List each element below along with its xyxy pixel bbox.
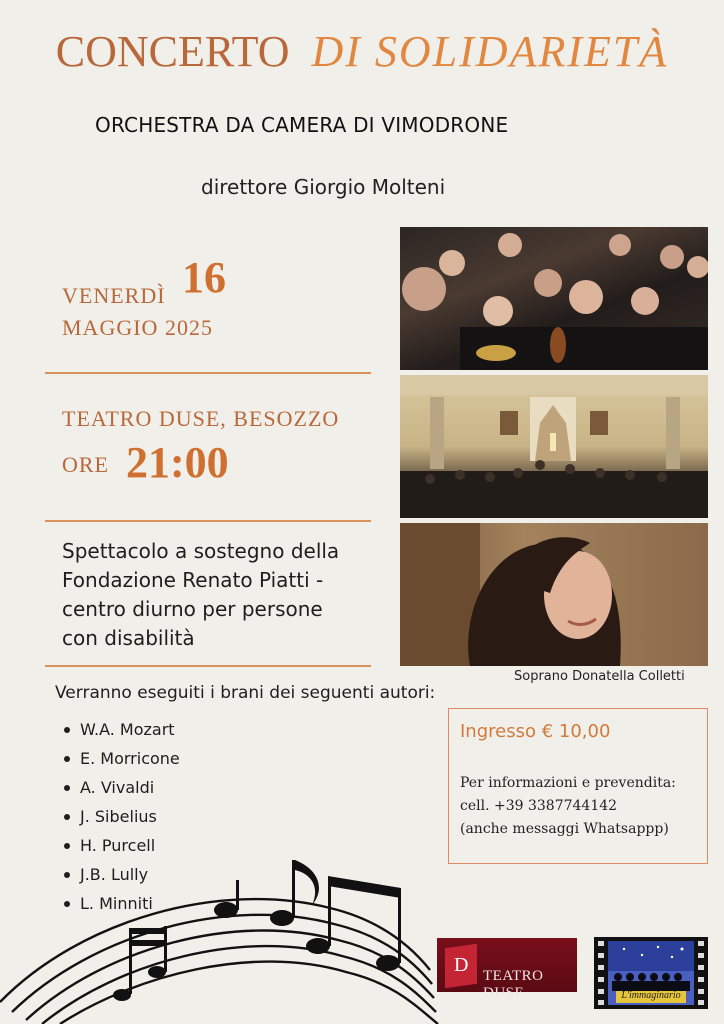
soprano-photo <box>400 523 708 666</box>
duse-logo-text: TEATRO DUSE <box>483 968 544 1001</box>
date-day: 16 <box>182 253 226 302</box>
venue-place: TEATRO DUSE, BESOZZO <box>62 406 340 431</box>
list-item: J. Sibelius <box>62 805 180 834</box>
ticket-info-box <box>448 708 708 864</box>
date-weekday: VENERDÌ <box>62 283 166 308</box>
info-line: (anche messaggi Whatsappp) <box>460 821 669 837</box>
title-solidarieta: DI SOLIDARIETÀ <box>311 27 669 76</box>
divider-3 <box>45 665 371 667</box>
date-month-year: MAGGIO 2025 <box>62 315 213 340</box>
theatre-concert-photo <box>400 375 708 518</box>
orchestra-group-photo <box>400 227 708 370</box>
orchestra-name: ORCHESTRA DA CAMERA DI VIMODRONE <box>95 113 509 137</box>
phone-number: cell. +39 3387744142 <box>460 798 618 814</box>
info-line: Per informazioni e prevendita: <box>460 775 676 791</box>
list-item: E. Morricone <box>62 747 180 776</box>
authors-heading: Verranno eseguiti i brani dei seguenti autori: <box>55 683 436 703</box>
immaginario-logo <box>594 937 708 1009</box>
teatro-duse-logo <box>437 938 577 1001</box>
list-item: H. Purcell <box>62 834 180 863</box>
concert-title <box>0 26 724 77</box>
divider-1 <box>45 372 371 374</box>
list-item: J.B. Lully <box>62 863 180 892</box>
contact-info <box>460 772 676 841</box>
ticket-price: Ingresso € 10,00 <box>460 721 611 742</box>
list-item: W.A. Mozart <box>62 718 180 747</box>
title-concerto: CONCERTO <box>55 27 290 76</box>
time-label: ORE <box>62 452 109 477</box>
immaginario-logo-text: L'immaginario <box>621 990 681 1001</box>
list-item: A. Vivaldi <box>62 776 180 805</box>
duse-logo-letter: D <box>454 954 469 976</box>
list-item: L. Minniti <box>62 892 180 921</box>
concert-time: 21:00 <box>126 438 229 487</box>
support-text: Spettacolo a sostegno della Fondazione Renato Piatti - centro diurno per persone con disabilità <box>62 539 340 650</box>
photo-caption: Soprano Donatella Colletti <box>514 669 685 684</box>
director-name: direttore Giorgio Molteni <box>201 175 446 199</box>
music-staff-decoration <box>0 850 440 1024</box>
divider-2 <box>45 520 371 522</box>
